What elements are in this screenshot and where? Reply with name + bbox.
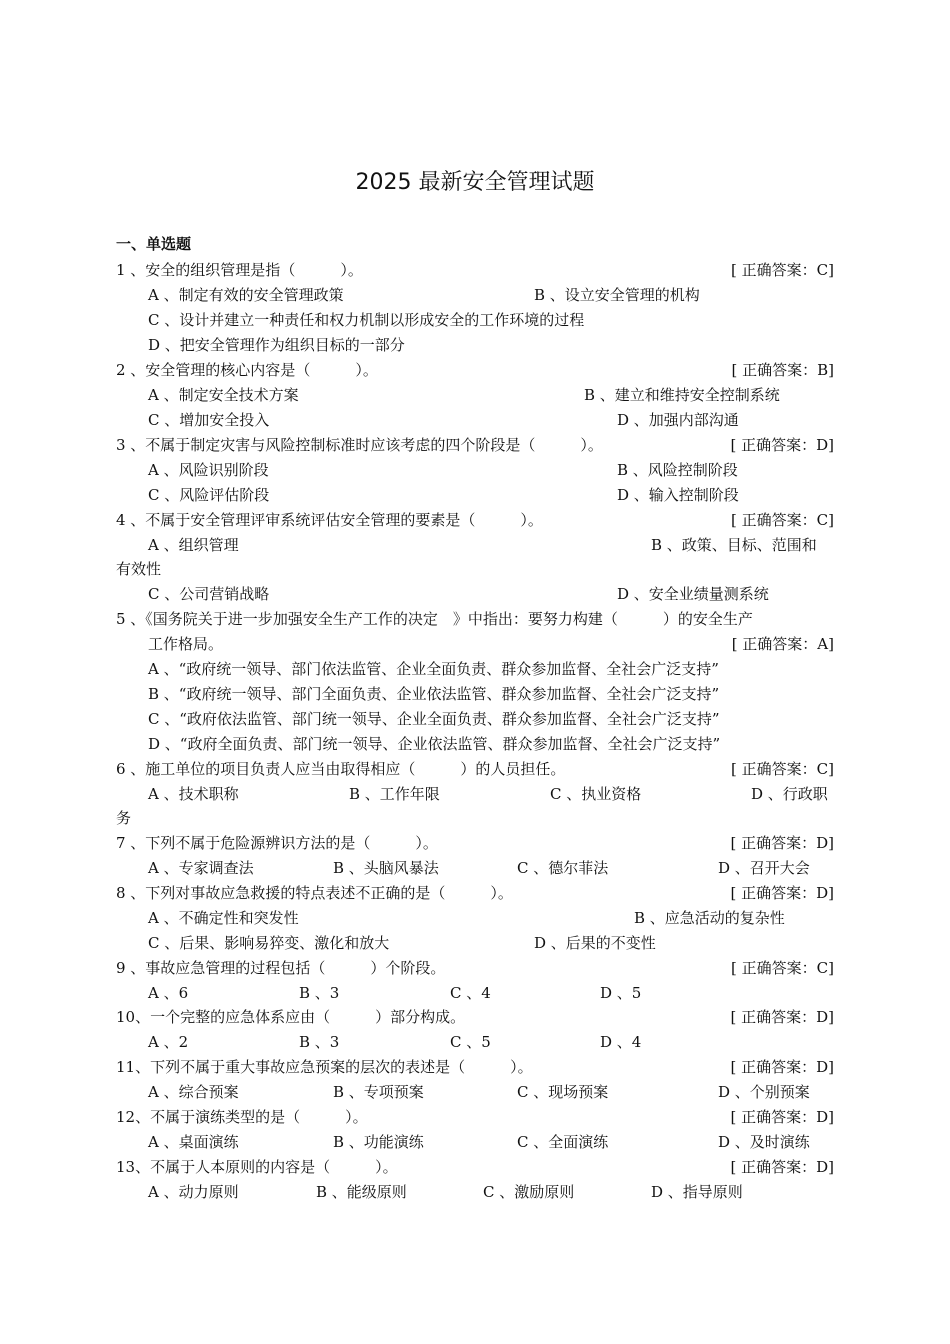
question-stem: 13、不属于人本原则的内容是（ ）。 [116,1158,398,1176]
option: A 、动力原则 [148,1183,239,1201]
answer-label: [ 正确答案：C] [731,261,834,279]
option-continuation: 有效性 [116,560,162,578]
option: C 、后果、影响易猝变、激化和放大 [148,934,390,952]
option: C 、增加安全投入 [148,411,270,429]
option: A 、制定安全技术方案 [148,386,299,404]
option: B 、能级原则 [316,1183,407,1201]
answer-label: [ 正确答案：C] [731,959,834,977]
answer-label: [ 正确答案：D] [730,1008,834,1026]
option: B 、专项预案 [333,1083,424,1101]
option: D 、后果的不变性 [534,934,656,952]
option: C 、激励原则 [483,1183,575,1201]
option: B 、风险控制阶段 [617,461,738,479]
option: D 、5 [600,984,642,1002]
option: B 、头脑风暴法 [333,859,439,877]
option: B 、工作年限 [349,785,440,803]
question-stem: 7 、下列不属于危险源辨识方法的是（ ）。 [116,834,438,852]
answer-label: [ 正确答案：C] [731,760,834,778]
option: D 、指导原则 [651,1183,743,1201]
option: D 、安全业绩量测系统 [617,585,769,603]
option: A 、6 [148,984,189,1002]
question-stem: 3 、不属于制定灾害与风险控制标准时应该考虑的四个阶段是（ ）。 [116,436,603,454]
answer-label: [ 正确答案：C] [731,511,834,529]
option: B 、应急活动的复杂性 [634,909,785,927]
question-stem: 11、下列不属于重大事故应急预案的层次的表述是（ ）。 [116,1058,533,1076]
option: C 、现场预案 [517,1083,609,1101]
question-stem: 6 、施工单位的项目负责人应当由取得相应（ ）的人员担任。 [116,760,566,778]
option: B 、3 [299,1033,340,1051]
answer-label: [ 正确答案：D] [730,1058,834,1076]
option: B 、3 [299,984,340,1002]
option: A 、“政府统一领导、部门依法监管、企业全面负责、群众参加监督、全社会广泛支持” [148,660,719,678]
answer-label: [ 正确答案：A] [731,635,834,653]
option: C 、德尔菲法 [517,859,609,877]
option: B 、“政府统一领导、部门全面负责、企业依法监管、群众参加监督、全社会广泛支持” [148,685,720,703]
option: B 、政策、目标、范围和 [651,536,817,554]
option: A 、风险识别阶段 [148,461,269,479]
option-continuation: 务 [116,809,132,827]
option: A 、桌面演练 [148,1133,239,1151]
option: D 、“政府全面负责、部门统一领导、企业依法监管、群众参加监督、全社会广泛支持” [148,735,721,753]
question-stem-continuation: 工作格局。 [148,635,224,653]
option: B 、建立和维持安全控制系统 [584,386,780,404]
question-stem: 1 、安全的组织管理是指（ ）。 [116,261,363,279]
option: C 、风险评估阶段 [148,486,270,504]
option: A 、专家调查法 [148,859,254,877]
option: C 、设计并建立一种责任和权力机制以形成安全的工作环境的过程 [148,311,585,329]
option: A 、制定有效的安全管理政策 [148,286,344,304]
option: C 、执业资格 [550,785,642,803]
answer-label: [ 正确答案：B] [731,361,834,379]
page-title: 2025 最新安全管理试题 [355,170,595,195]
option: A 、不确定性和突发性 [148,909,299,927]
question-stem: 4 、不属于安全管理评审系统评估安全管理的要素是（ ）。 [116,511,543,529]
option: D 、加强内部沟通 [617,411,739,429]
question-stem: 2 、安全管理的核心内容是（ ）。 [116,361,378,379]
option: A 、技术职称 [148,785,239,803]
option: C 、全面演练 [517,1133,609,1151]
question-stem: 10、一个完整的应急体系应由（ ）部分构成。 [116,1008,466,1026]
option: D 、及时演练 [718,1133,810,1151]
answer-label: [ 正确答案：D] [730,1158,834,1176]
option: C 、“政府依法监管、部门统一领导、企业全面负责、群众参加监督、全社会广泛支持” [148,710,720,728]
answer-label: [ 正确答案：D] [730,436,834,454]
answer-label: [ 正确答案：D] [730,884,834,902]
option: D 、4 [600,1033,642,1051]
question-stem: 5 、《国务院关于进一步加强安全生产工作的决定 》中指出：要努力构建（ ）的安全生产 [116,610,753,628]
option: A 、2 [148,1033,189,1051]
option: B 、设立安全管理的机构 [534,286,700,304]
option: C 、4 [450,984,491,1002]
answer-label: [ 正确答案：D] [730,1108,834,1126]
option: A 、组织管理 [148,536,239,554]
option: D 、召开大会 [718,859,810,877]
answer-label: [ 正确答案：D] [730,834,834,852]
question-stem: 12、不属于演练类型的是（ ）。 [116,1108,368,1126]
option: D 、个别预案 [718,1083,810,1101]
question-stem: 9 、事故应急管理的过程包括（ ）个阶段。 [116,959,446,977]
option: A 、综合预案 [148,1083,239,1101]
option: D 、行政职 [751,785,828,803]
option: D 、把安全管理作为组织目标的一部分 [148,336,405,354]
question-stem: 8 、下列对事故应急救援的特点表述不正确的是（ ）。 [116,884,513,902]
option: D 、输入控制阶段 [617,486,739,504]
option: B 、功能演练 [333,1133,424,1151]
option: C 、5 [450,1033,491,1051]
option: C 、公司营销战略 [148,585,270,603]
section-heading: 一、单选题 [116,235,192,253]
